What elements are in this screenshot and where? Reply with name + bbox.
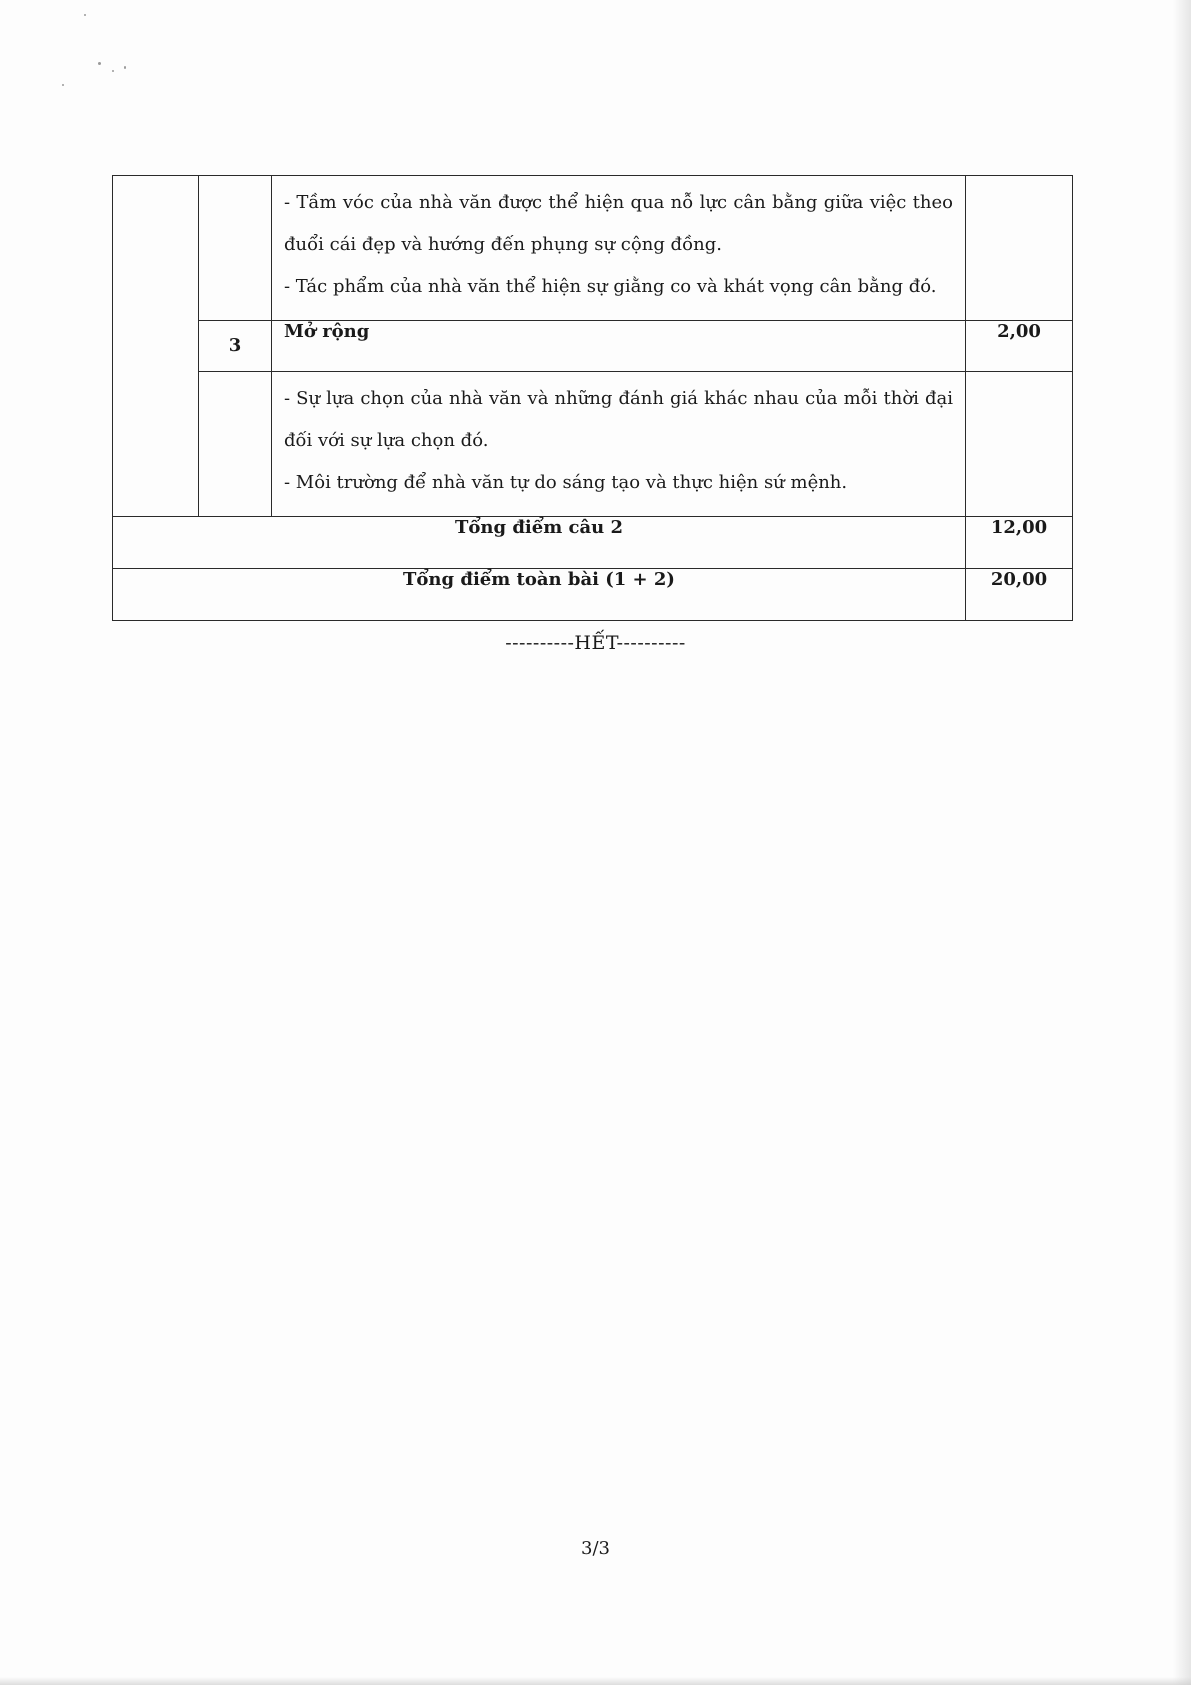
scan-speck bbox=[62, 84, 64, 86]
empty-score-cell bbox=[966, 176, 1073, 321]
scan-speck bbox=[98, 62, 101, 65]
criteria-line: - Sự lựa chọn của nhà văn và những đánh giá khác nhau của mỗi thời đại đối với sự lựa chọn đó. bbox=[284, 388, 953, 451]
scoring-table bbox=[112, 175, 1073, 621]
empty-cell bbox=[113, 176, 199, 321]
table-row bbox=[113, 321, 1073, 372]
table-row bbox=[113, 176, 1073, 321]
content-cell bbox=[272, 372, 966, 517]
table-row bbox=[113, 372, 1073, 517]
empty-cell bbox=[199, 176, 272, 321]
scan-edge-shadow bbox=[1173, 0, 1191, 1685]
criteria-line: - Môi trường để nhà văn tự do sáng tạo và thực hiện sứ mệnh. bbox=[284, 472, 848, 493]
grand-total-score: 20,00 bbox=[966, 569, 1073, 621]
scan-speck bbox=[112, 70, 114, 72]
end-mark: ----------HẾT---------- bbox=[505, 632, 686, 654]
total-question-label: Tổng điểm câu 2 bbox=[113, 517, 966, 569]
criteria-line: - Tác phẩm của nhà văn thể hiện sự giằng co và khát vọng cân bằng đó. bbox=[284, 276, 937, 297]
total-question-score: 12,00 bbox=[966, 517, 1073, 569]
scan-bottom-shadow bbox=[0, 1677, 1191, 1685]
content-cell bbox=[272, 176, 966, 321]
criteria-line: - Tầm vóc của nhà văn được thể hiện qua nỗ lực cân bằng giữa việc theo đuổi cái đẹp và hướng đến phụng sự cộng đồng. bbox=[284, 192, 953, 255]
section-score: 2,00 bbox=[966, 321, 1073, 372]
empty-cell bbox=[113, 372, 199, 517]
empty-score-cell bbox=[966, 372, 1073, 517]
empty-cell bbox=[199, 372, 272, 517]
total-row bbox=[113, 517, 1073, 569]
page-number: 3/3 bbox=[581, 1538, 610, 1559]
scan-speck bbox=[124, 66, 126, 69]
grand-total-row bbox=[113, 569, 1073, 621]
section-title: Mở rộng bbox=[272, 321, 966, 372]
scan-speck bbox=[84, 14, 86, 16]
empty-cell bbox=[113, 321, 199, 372]
grand-total-label: Tổng điểm toàn bài (1 + 2) bbox=[113, 569, 966, 621]
section-number: 3 bbox=[199, 321, 272, 372]
